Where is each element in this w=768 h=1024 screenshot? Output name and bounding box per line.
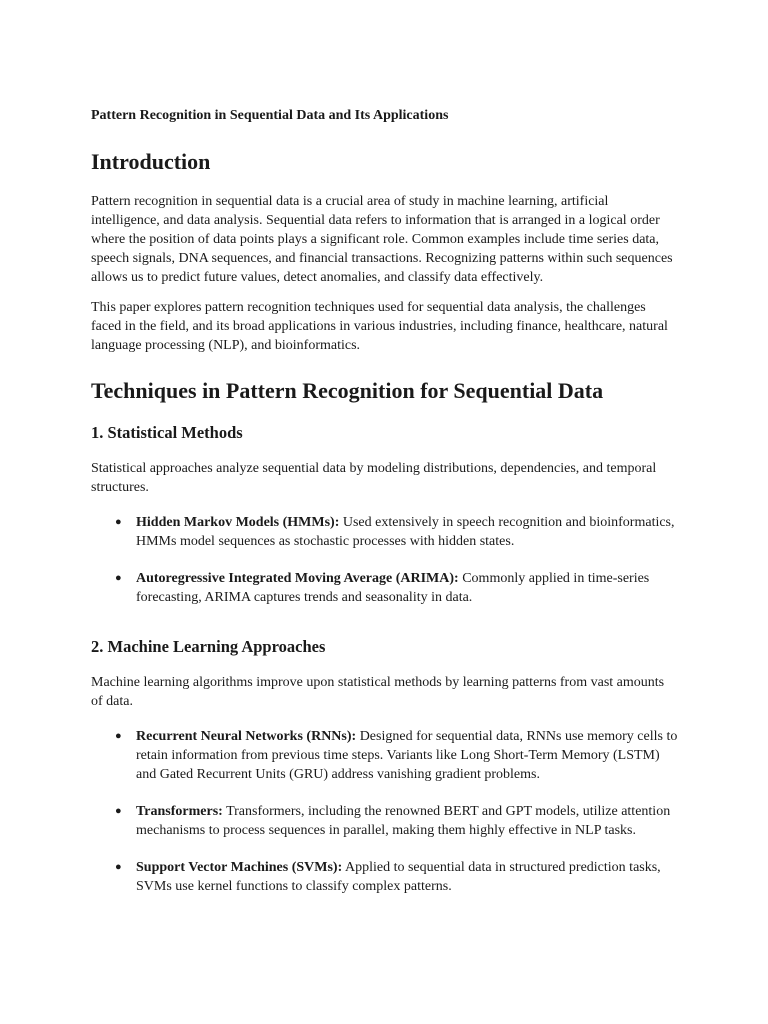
machine-learning-lead: Machine learning algorithms improve upon statistical methods by learning patterns from vast amounts of data.: [91, 675, 665, 709]
bullet-icon: ●: [115, 805, 122, 817]
introduction-paragraph-1: Pattern recognition in sequential data is a crucial area of study in machine learning, artificial intelligence, and data analysis. Sequential data refers to information that is arranged in a logical order where the position of data points plays a significant role. Common examples include time series data, speech signals, DNA sequences, and financial transactions. Recognizing patterns within such sequences allows us to predict future values, detect anomalies, and classify data effectively.: [91, 194, 673, 285]
list-item: [91, 513, 678, 551]
techniques-heading: Techniques in Pattern Recognition for Sequential Data: [91, 378, 604, 403]
statistical-methods-list: [91, 513, 678, 607]
statistical-methods-lead: Statistical approaches analyze sequential data by modeling distributions, dependencies, and temporal structures.: [91, 461, 657, 495]
list-item: [91, 727, 678, 784]
list-item: [91, 802, 678, 840]
list-item-term: Recurrent Neural Networks (RNNs):: [136, 729, 357, 744]
list-item-text: Applied to sequential data in structured prediction tasks, SVMs use kernel functions to classify complex patterns.: [136, 860, 661, 894]
bullet-icon: ●: [115, 572, 122, 584]
list-item: [91, 858, 678, 896]
list-item-term: Hidden Markov Models (HMMs):: [136, 515, 340, 530]
bullet-icon: ●: [115, 730, 122, 742]
list-item-text: Used extensively in speech recognition and bioinformatics, HMMs model sequences as stochastic processes with hidden states.: [136, 515, 675, 549]
machine-learning-list: [91, 727, 678, 896]
machine-learning-heading: 2. Machine Learning Approaches: [91, 637, 326, 656]
list-item-text: Designed for sequential data, RNNs use memory cells to retain information from previous time steps. Variants like Long Short-Term Memory (LSTM) and Gated Recurrent Units (GRU) address vanishing gradient problems.: [136, 729, 678, 782]
introduction-heading: Introduction: [91, 149, 211, 174]
list-item-term: Autoregressive Integrated Moving Average (ARIMA):: [136, 571, 459, 586]
bullet-icon: ●: [115, 861, 122, 873]
list-item-text: Commonly applied in time-series forecasting, ARIMA captures trends and seasonality in data.: [136, 571, 650, 605]
list-item-text: Transformers, including the renowned BERT and GPT models, utilize attention mechanisms to process sequences in parallel, making them highly effective in NLP tasks.: [136, 804, 671, 838]
list-item-term: Transformers:: [136, 804, 223, 819]
statistical-methods-heading: 1. Statistical Methods: [91, 423, 243, 442]
list-item: [91, 569, 678, 607]
list-item-term: Support Vector Machines (SVMs):: [136, 860, 343, 875]
introduction-paragraph-2: This paper explores pattern recognition techniques used for sequential data analysis, the challenges faced in the field, and its broad applications in various industries, including finance, healthcare, natural language processing (NLP), and bioinformatics.: [91, 300, 668, 353]
document-title: Pattern Recognition in Sequential Data and Its Applications: [91, 108, 449, 123]
bullet-icon: ●: [115, 516, 122, 528]
